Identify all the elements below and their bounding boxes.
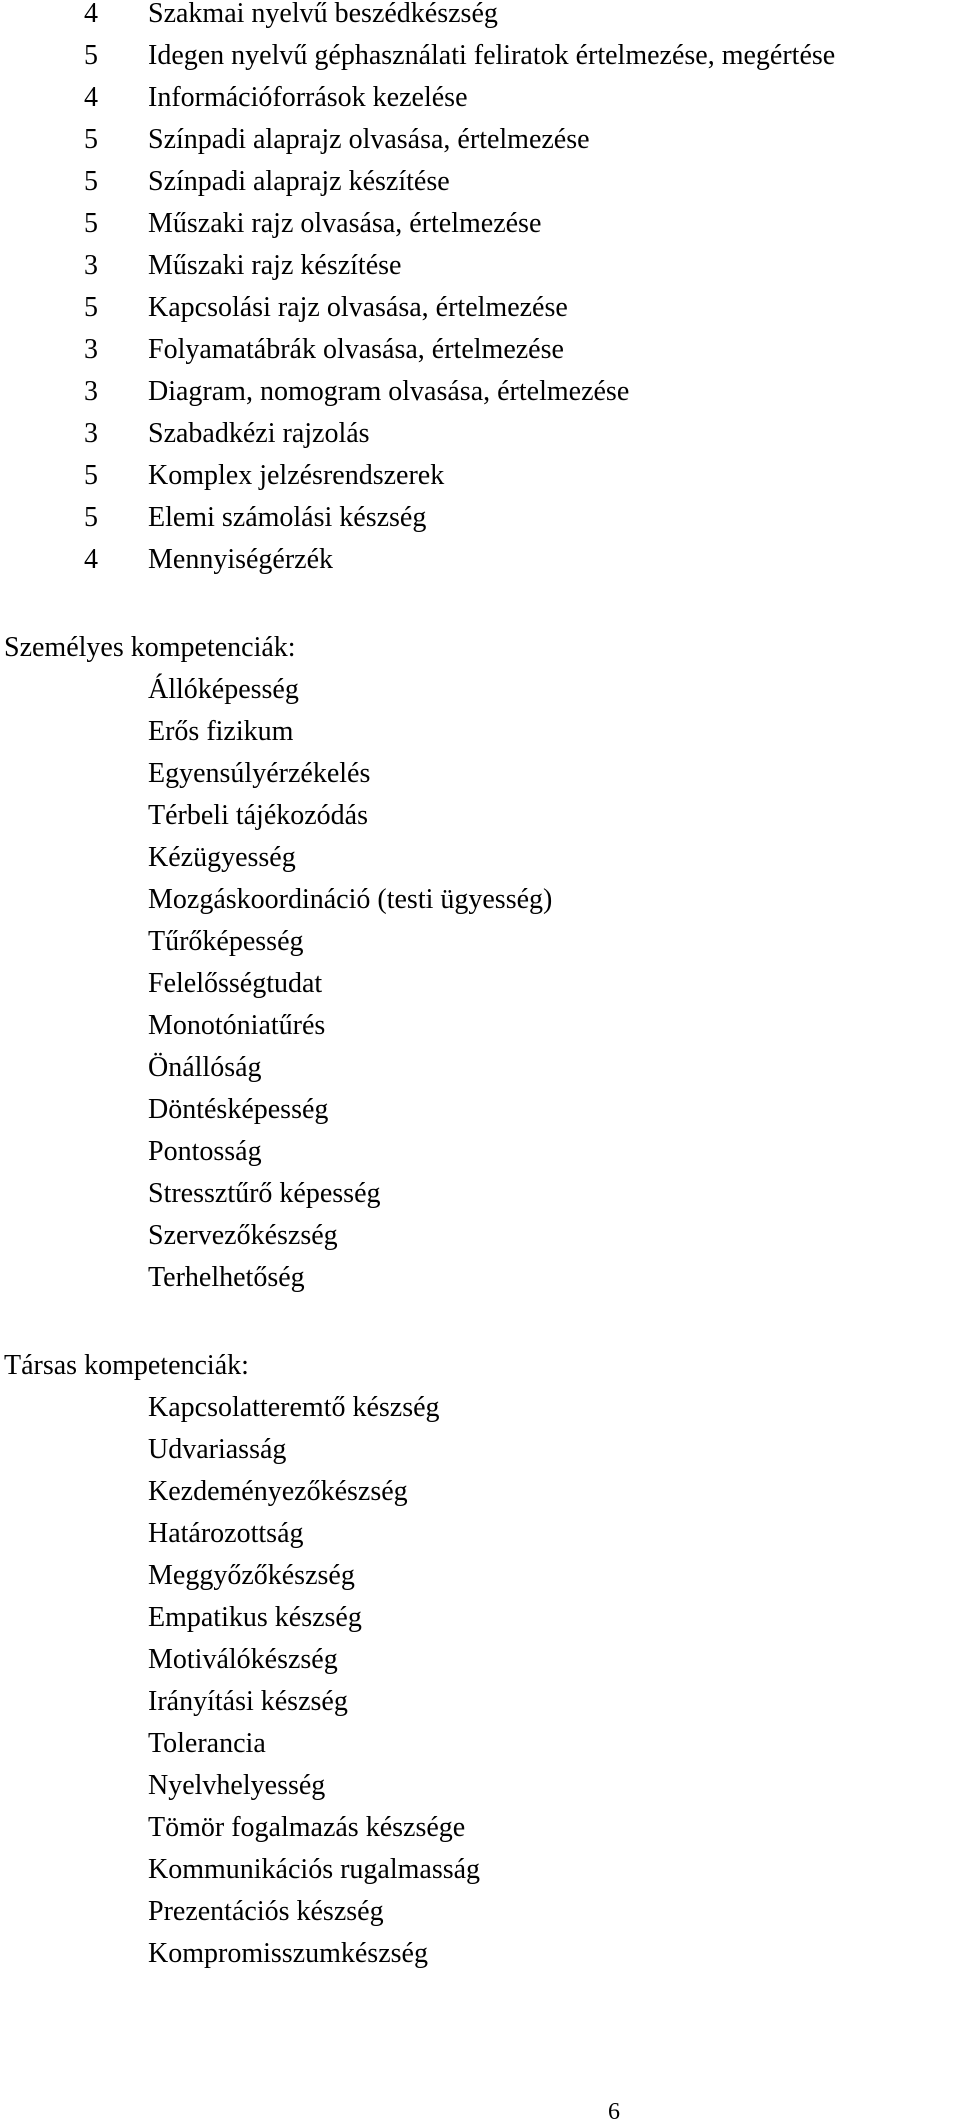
competency-item: Tömör fogalmazás készsége (148, 1812, 466, 1843)
skill-name: Műszaki rajz készítése (148, 250, 402, 281)
skill-level: 5 (84, 166, 98, 197)
competency-item: Irányítási készség (148, 1686, 348, 1717)
competency-item: Kezdeményezőkészség (148, 1476, 408, 1507)
competency-item: Önállóság (148, 1052, 262, 1083)
competency-item: Stressztűrő képesség (148, 1178, 381, 1209)
section-heading: Személyes kompetenciák: (4, 632, 296, 663)
competency-item: Kapcsolatteremtő készség (148, 1392, 440, 1423)
competency-item: Udvariasság (148, 1434, 287, 1465)
competency-item: Felelősségtudat (148, 968, 323, 999)
competency-item: Határozottság (148, 1518, 304, 1549)
skill-name: Színpadi alaprajz készítése (148, 166, 450, 197)
competency-item: Motiválókészség (148, 1644, 338, 1675)
skill-name: Diagram, nomogram olvasása, értelmezése (148, 376, 630, 407)
skill-level: 5 (84, 502, 98, 533)
skill-level: 3 (84, 418, 98, 449)
skill-level: 5 (84, 124, 98, 155)
competency-item: Monotóniatűrés (148, 1010, 326, 1041)
skill-level: 3 (84, 334, 98, 365)
competency-item: Terhelhetőség (148, 1262, 305, 1293)
competency-item: Pontosság (148, 1136, 262, 1167)
competency-item: Térbeli tájékozódás (148, 800, 369, 831)
skill-name: Szabadkézi rajzolás (148, 418, 370, 449)
competency-item: Szervezőkészség (148, 1220, 338, 1251)
skill-name: Idegen nyelvű géphasználati feliratok értelmezése, megértése (148, 40, 836, 71)
competency-item: Kompromisszumkészség (148, 1938, 428, 1969)
skill-name: Elemi számolási készség (148, 502, 427, 533)
competency-item: Egyensúlyérzékelés (148, 758, 371, 789)
skill-name: Komplex jelzésrendszerek (148, 460, 445, 491)
skill-name: Műszaki rajz olvasása, értelmezése (148, 208, 542, 239)
skill-name: Színpadi alaprajz olvasása, értelmezése (148, 124, 590, 155)
skill-level: 5 (84, 40, 98, 71)
skill-level: 4 (84, 82, 98, 113)
skill-name: Információforrások kezelése (148, 82, 468, 113)
skill-level: 5 (84, 460, 98, 491)
skill-level: 4 (84, 544, 98, 575)
competency-item: Döntésképesség (148, 1094, 329, 1125)
skill-name: Kapcsolási rajz olvasása, értelmezése (148, 292, 568, 323)
section-heading: Társas kompetenciák: (4, 1350, 249, 1381)
competency-item: Kézügyesség (148, 842, 296, 873)
competency-item: Prezentációs készség (148, 1896, 384, 1927)
competency-item: Tűrőképesség (148, 926, 304, 957)
competency-item: Nyelvhelyesség (148, 1770, 326, 1801)
skill-name: Mennyiségérzék (148, 544, 334, 575)
page-number: 6 (608, 2099, 620, 2125)
skill-level: 5 (84, 208, 98, 239)
competency-item: Tolerancia (148, 1728, 266, 1759)
competency-item: Kommunikációs rugalmasság (148, 1854, 481, 1885)
skill-level: 5 (84, 292, 98, 323)
skill-name: Szakmai nyelvű beszédkészség (148, 0, 498, 29)
competency-item: Meggyőzőkészség (148, 1560, 355, 1591)
competency-item: Állóképesség (148, 674, 299, 705)
skill-level: 3 (84, 250, 98, 281)
competency-item: Empatikus készség (148, 1602, 362, 1633)
competency-item: Erős fizikum (148, 716, 294, 747)
competency-item: Mozgáskoordináció (testi ügyesség) (148, 884, 553, 915)
skill-name: Folyamatábrák olvasása, értelmezése (148, 334, 564, 365)
skill-level: 4 (84, 0, 98, 29)
skill-level: 3 (84, 376, 98, 407)
